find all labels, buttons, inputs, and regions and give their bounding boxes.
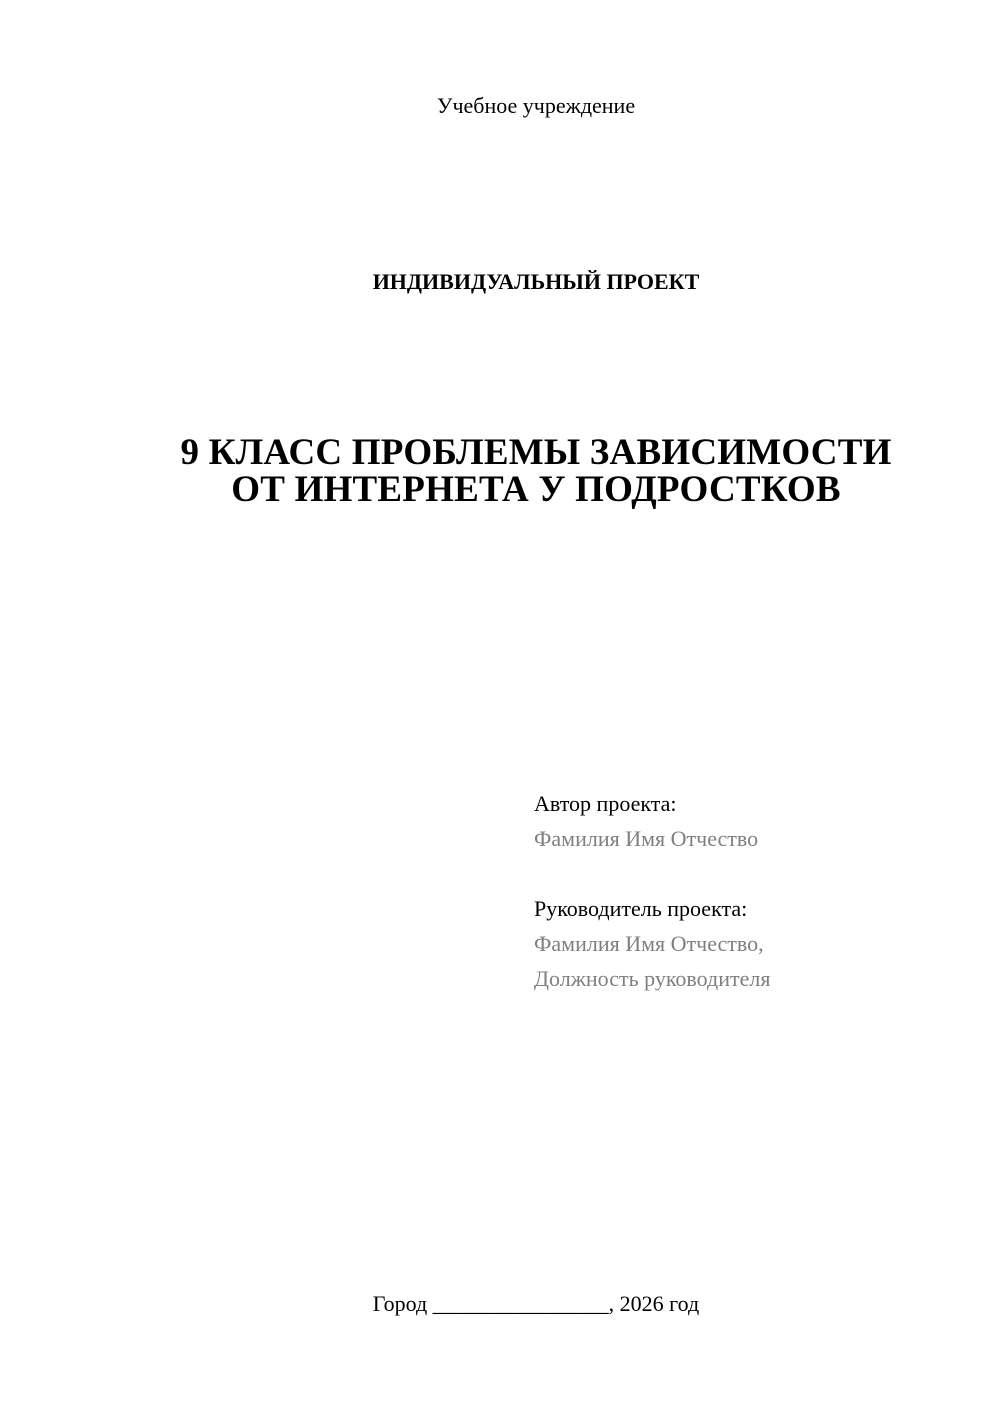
project-title-line-1: 9 КЛАСС ПРОБЛЕМЫ ЗАВИСИМОСТИ xyxy=(180,432,892,473)
author-block xyxy=(534,786,974,856)
author-label: Автор проекта: xyxy=(534,791,677,816)
project-title xyxy=(36,434,1000,508)
supervisor-position-placeholder: Должность руководителя xyxy=(534,966,771,991)
supervisor-block xyxy=(534,891,974,996)
project-title-line-2: ОТ ИНТЕРНЕТА У ПОДРОСТКОВ xyxy=(231,469,841,510)
supervisor-name-placeholder: Фамилия Имя Отчество, xyxy=(534,931,764,956)
supervisor-label: Руководитель проекта: xyxy=(534,896,748,921)
city-year-line: Город ________________, 2026 год xyxy=(372,1291,700,1316)
author-name-placeholder: Фамилия Имя Отчество xyxy=(534,826,759,851)
project-type-heading: ИНДИВИДУАЛЬНЫЙ ПРОЕКТ xyxy=(372,269,700,294)
institution-name: Учебное учреждение xyxy=(436,93,636,118)
